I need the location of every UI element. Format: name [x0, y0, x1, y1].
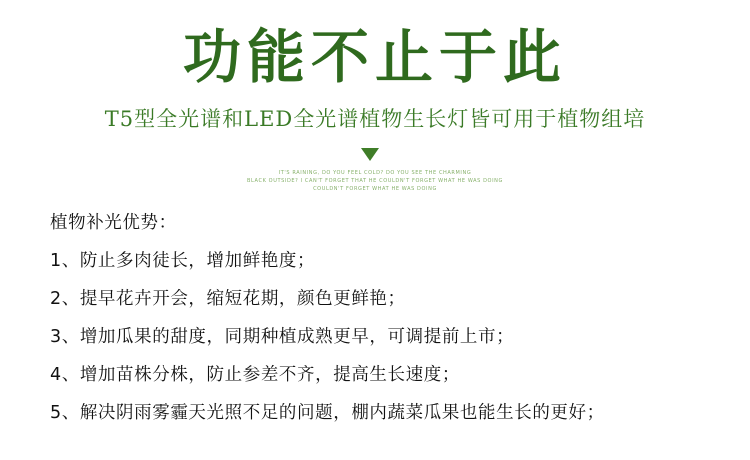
decorative-caption-line: BLACK OUTSIDE? I CAN'T FORGET THAT HE COULDN'T FORGET WHAT HE WAS DOING — [247, 178, 503, 184]
down-triangle-icon — [361, 148, 379, 161]
list-item: 4、增加苗株分株，防止参差不齐，提高生长速度； — [50, 365, 460, 385]
list-item: 5、解决阴雨雾霾天光照不足的问题，棚内蔬菜瓜果也能生长的更好； — [50, 403, 605, 423]
benefits-list — [50, 204, 740, 432]
page-title: 功能不止于此 — [182, 23, 567, 91]
decorative-caption-line: COULDN'T FORGET WHAT HE WAS DOING — [313, 186, 437, 192]
subtitle: T5型全光谱和LED全光谱植物生长灯皆可用于植物组培 — [104, 107, 646, 131]
list-item: 1、防止多肉徒长，增加鲜艳度； — [50, 251, 316, 271]
list-heading: 植物补光优势： — [50, 213, 177, 233]
list-item: 2、提早花卉开会，缩短花期，颜色更鲜艳； — [50, 289, 406, 309]
list-item: 3、增加瓜果的甜度，同期种植成熟更早，可调提前上市； — [50, 327, 515, 347]
decorative-caption-line: IT'S RAINING, DO YOU FEEL COLD? DO YOU SEE THE CHARMING — [278, 170, 472, 176]
